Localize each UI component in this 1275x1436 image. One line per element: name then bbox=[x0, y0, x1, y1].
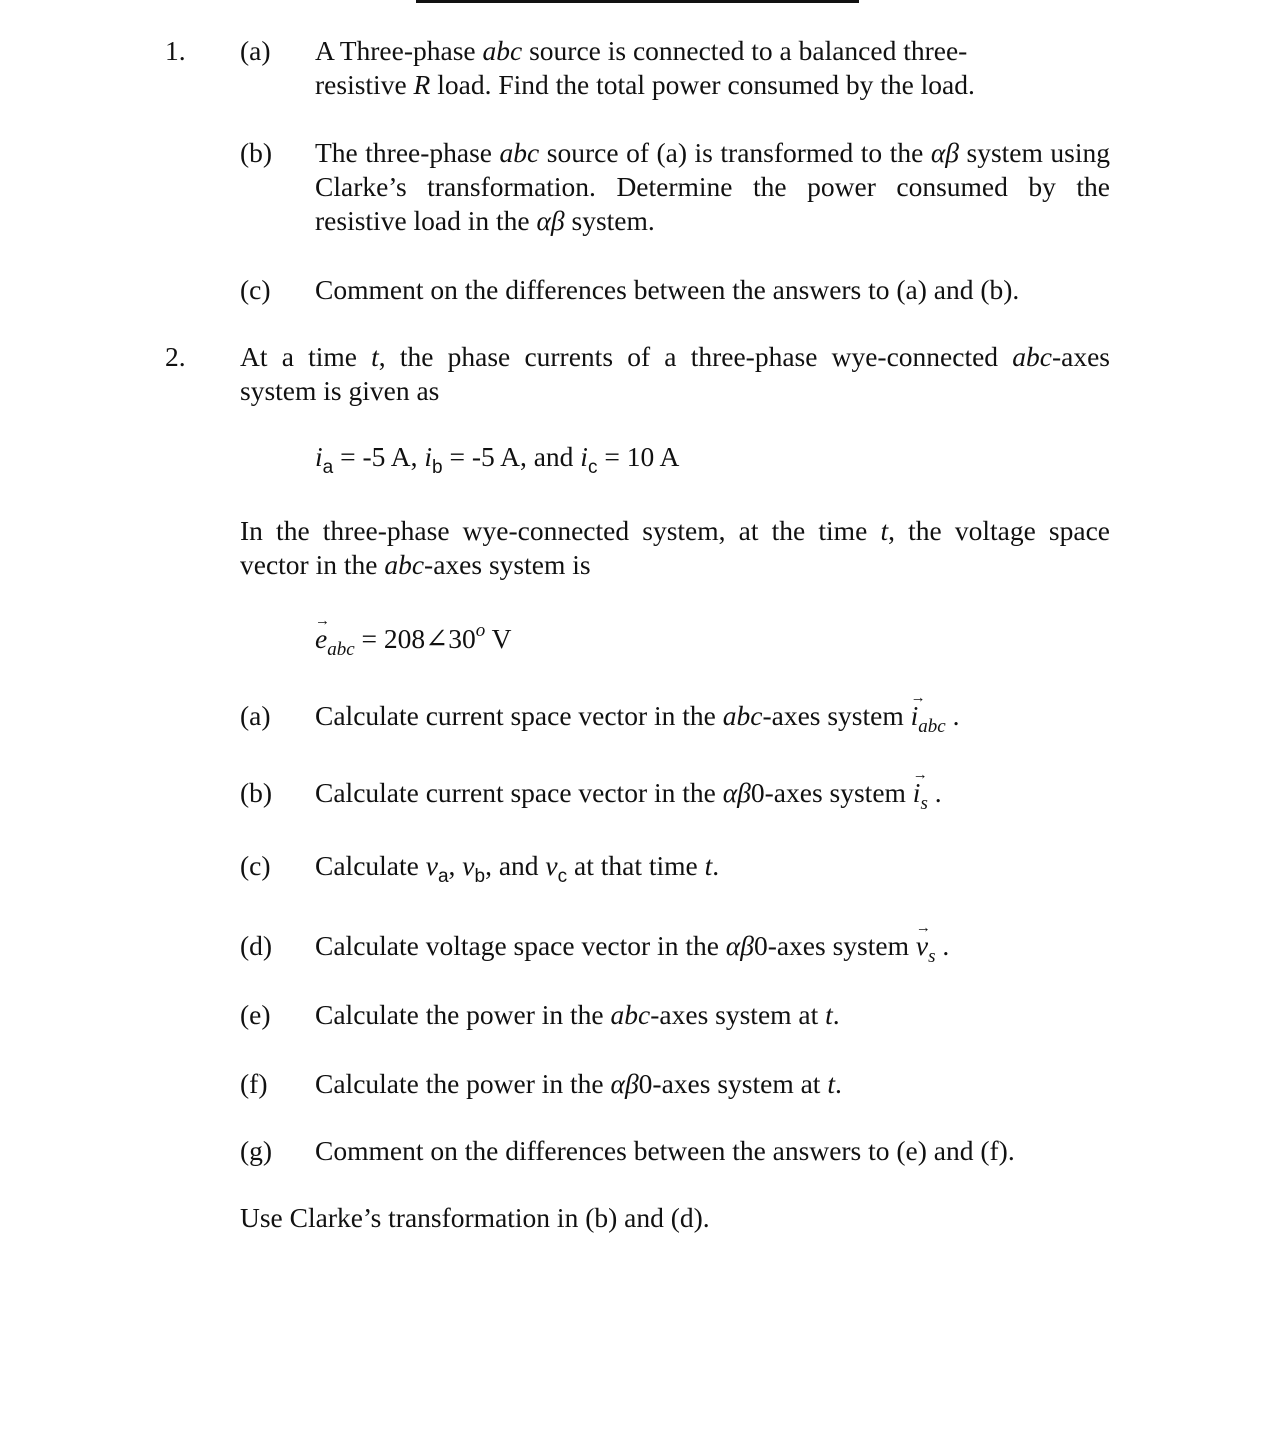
q1c-label: (c) bbox=[240, 274, 271, 305]
phase-currents-equation: $i_a = -5$ A, $i_b = -5$ A, and $i_c = 10$ A bbox=[315, 441, 680, 478]
q1b-text: The three-phase abc source of (a) is transformed to the αβ system using Clarke’s transformation. Determine the power consumed by the resistive load in the αβ system. bbox=[315, 137, 1110, 236]
q2c-text: Calculate $v_a$, $v_b$, and $v_c$ at that time t. bbox=[315, 850, 720, 887]
clarke-note: Use Clarke’s transformation in (b) and (d). bbox=[240, 1202, 710, 1233]
q2d-label: (d) bbox=[240, 930, 273, 961]
q2d-text: Calculate voltage space vector in the αβ0-axes system → $v_s$ . bbox=[315, 929, 949, 963]
q2-number: 2. bbox=[165, 341, 186, 372]
q2b-text: Calculate current space vector in the αβ0-axes system → $i_s$ . bbox=[315, 776, 942, 810]
q2a-text: Calculate current space vector in the abc-axes system → $i_{abc}$ . bbox=[315, 699, 959, 733]
q2e-label: (e) bbox=[240, 999, 271, 1030]
q2b-label: (b) bbox=[240, 777, 273, 808]
q2c-label: (c) bbox=[240, 850, 271, 881]
q2g-text: Comment on the differences between the answers to (e) and (f). bbox=[315, 1135, 1015, 1166]
q2f-label: (f) bbox=[240, 1068, 268, 1099]
q2-intro: At a time t, the phase currents of a three-phase wye-connected abc-axes system is given as bbox=[240, 341, 1110, 406]
q1c-text: Comment on the differences between the answers to (a) and (b). bbox=[315, 274, 1020, 305]
voltage-space-vector-equation: → $e_{abc}$ = $208\angle 30^o$ V bbox=[315, 622, 511, 656]
voltage-intro: In the three-phase wye-connected system, at the time t, the voltage space vector in the abc-axes system is bbox=[240, 515, 1110, 580]
q1-number: 1. bbox=[165, 35, 186, 66]
q2a-label: (a) bbox=[240, 700, 271, 731]
q1a-label: (a) bbox=[240, 35, 271, 66]
q1a-text: A Three-phase abc source is connected to a balanced three- resistive R load. Find the total power consumed by the load. bbox=[315, 35, 975, 100]
q2f-text: Calculate the power in the αβ0-axes system at t. bbox=[315, 1068, 842, 1099]
top-rule bbox=[416, 0, 859, 3]
q2g-label: (g) bbox=[240, 1135, 273, 1166]
q1b-label: (b) bbox=[240, 137, 273, 168]
q2e-text: Calculate the power in the abc-axes system at t. bbox=[315, 999, 840, 1030]
